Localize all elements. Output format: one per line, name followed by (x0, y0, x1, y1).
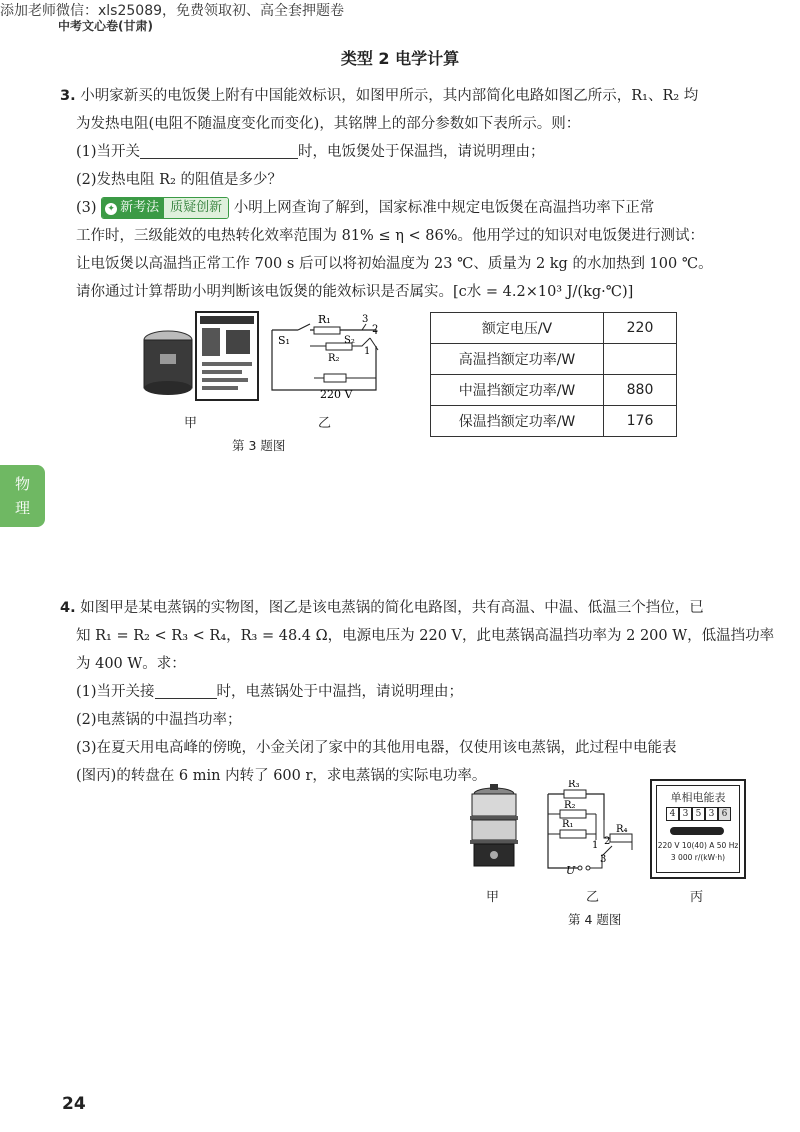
q3-fig-yi-label: 乙 (318, 416, 332, 431)
q4-text-line2: 知 R₁ = R₂ < R₃ < R₄，R₃ = 48.4 Ω，电源电压为 220 V，此电蒸锅高温挡功率为 2 200 W，低温挡功率 (76, 628, 775, 644)
rice-cooker-image (144, 331, 192, 395)
param-value: 880 (604, 375, 677, 406)
r2-label: R₂ (328, 353, 340, 364)
q3-params-table (430, 312, 677, 437)
page-number: 24 (62, 1094, 86, 1114)
source-u-label: U (566, 864, 576, 877)
q4-fig-yi-label: 乙 (586, 890, 600, 905)
meter-spec2: 3 000 r/(kW·h) (670, 853, 726, 862)
param-label: 中温挡额定功率/W (431, 375, 604, 406)
q3-figure-jia (138, 310, 262, 402)
node-2-label: 2 (372, 324, 379, 335)
node-1-label: 1 (364, 346, 371, 357)
q3-part1-a: (1)当开关 (76, 144, 141, 160)
param-label: 保温挡额定功率/W (431, 406, 604, 437)
param-label: 额定电压/V (431, 313, 604, 344)
meter-digit: 6 (718, 807, 731, 821)
q4-line1 (60, 594, 704, 622)
q3-figure-caption: 第 3 题图 (232, 438, 286, 453)
r2-label: R₂ (564, 800, 576, 811)
q4-fig-jia-label: 甲 (486, 890, 500, 905)
side-tab-char2: 理 (14, 499, 30, 517)
q4-figure-caption: 第 4 题图 (568, 912, 622, 927)
table-row (431, 375, 677, 406)
voltage-label: 220 V (320, 388, 353, 401)
q4-part3-line2: (图丙)的转盘在 6 min 内转了 600 r，求电蒸锅的实际电功率。 (76, 768, 487, 784)
table-row (431, 406, 677, 437)
param-value (604, 344, 677, 375)
meter-spec1: 220 V 10(40) A 50 Hz (657, 841, 739, 850)
q3-text-line6: 让电饭煲以高温挡正常工作 700 s 后可以将初始温度为 23 ℃、质量为 2 kg 的水加热到 100 ℃。 (76, 256, 713, 272)
tag-left-label: 新考法 (120, 200, 160, 215)
q4-part1-a: (1)当开关接 (76, 684, 155, 700)
table-row (431, 344, 677, 375)
meter-title: 单相电能表 (670, 791, 726, 804)
s1-label: S₁ (278, 334, 290, 347)
q3-text-line1: 小明家新买的电饭煲上附有中国能效标识，如图甲所示，其内部简化电路如图乙所示，R₁、R₂ 均 (80, 88, 699, 104)
q3-answer-blank[interactable] (140, 142, 298, 159)
table-row (431, 313, 677, 344)
q4-part1-b: 时，电蒸锅处于中温挡，请说明理由； (216, 684, 464, 700)
q3-text-line2: 为发热电阻(电阻不随温度变化而变化)，其铭牌上的部分参数如下表所示。则： (76, 116, 581, 132)
q3-text-line7: 请你通过计算帮助小明判断该电饭煲的能效标识是否属实。[c水 = 4.2×10³ J/(kg·℃)] (76, 284, 634, 300)
q3-part3-b: 小明上网查询了解到，国家标准中规定电饭煲在高温挡功率下正常 (233, 200, 655, 216)
param-value: 176 (604, 406, 677, 437)
q4-text-line1: 如图甲是某电蒸锅的实物图，图乙是该电蒸锅的简化电路图，共有高温、中温、低温三个挡位，已 (80, 600, 704, 616)
header-brand: 中考文心卷(甘肃) (58, 19, 153, 33)
node-1-label: 1 (592, 840, 599, 851)
q3-circuit-diagram (266, 310, 390, 402)
tag-right-label: 质疑创新 (164, 198, 228, 218)
q4-steamer-image (462, 782, 526, 870)
q4-fig-bing-label: 丙 (690, 890, 704, 905)
q4-part2: (2)电蒸锅的中温挡功率； (76, 712, 242, 728)
q3-line1 (60, 82, 698, 110)
q4-number: 4. (60, 600, 76, 616)
energy-label-image (196, 312, 258, 400)
watermark-text: 添加老师微信：xls25089，免费领取初、高全套押题卷 (0, 3, 345, 19)
r4-label: R₄ (616, 824, 628, 835)
q4-circuit-diagram (540, 780, 640, 880)
q3-fig-jia-label: 甲 (184, 416, 198, 431)
q3-part1 (76, 138, 545, 166)
side-tab-char1: 物 (14, 475, 30, 493)
r1-label: R₁ (562, 819, 574, 830)
meter-digit: 4 (666, 807, 679, 821)
q3-text-line5: 工作时，三级能效的电热转化效率范围为 81% ≤ η < 86%。他用学过的知识对电饭煲进行测试： (76, 228, 704, 244)
node-2-label: 2 (604, 836, 611, 847)
node-3-label: 3 (600, 854, 607, 865)
new-method-tag (101, 197, 229, 219)
section-title: 类型 2 电学计算 (340, 49, 460, 68)
r1-label: R₁ (318, 313, 331, 326)
meter-digits (666, 807, 731, 821)
subject-side-tab (0, 465, 45, 527)
meter-digit: 3 (705, 807, 718, 821)
meter-dial-icon (670, 827, 724, 835)
q4-answer-blank[interactable] (155, 682, 217, 699)
q3-part3-a: (3) (76, 200, 97, 216)
q3-number: 3. (60, 88, 76, 104)
q3-part3 (76, 194, 654, 222)
s2-label: S₂ (344, 335, 355, 346)
param-value: 220 (604, 313, 677, 344)
meter-digit: 5 (692, 807, 705, 821)
meter-digit: 3 (679, 807, 692, 821)
node-3-label: 3 (362, 314, 369, 325)
q3-part2: (2)发热电阻 R₂ 的阻值是多少？ (76, 172, 282, 188)
q4-part1 (76, 678, 463, 706)
param-label: 高温挡额定功率/W (431, 344, 604, 375)
q4-part3: (3)在夏天用电高峰的傍晚，小金关闭了家中的其他用电器，仅使用该电蒸锅，此过程中电能表 (76, 740, 677, 756)
lightbulb-icon: ✦ (105, 203, 117, 215)
q4-text-line3: 为 400 W。求： (76, 656, 186, 672)
r3-label: R₃ (568, 780, 580, 790)
q3-part1-b: 时，电饭煲处于保温挡，请说明理由； (298, 144, 545, 160)
electricity-meter (650, 779, 746, 879)
